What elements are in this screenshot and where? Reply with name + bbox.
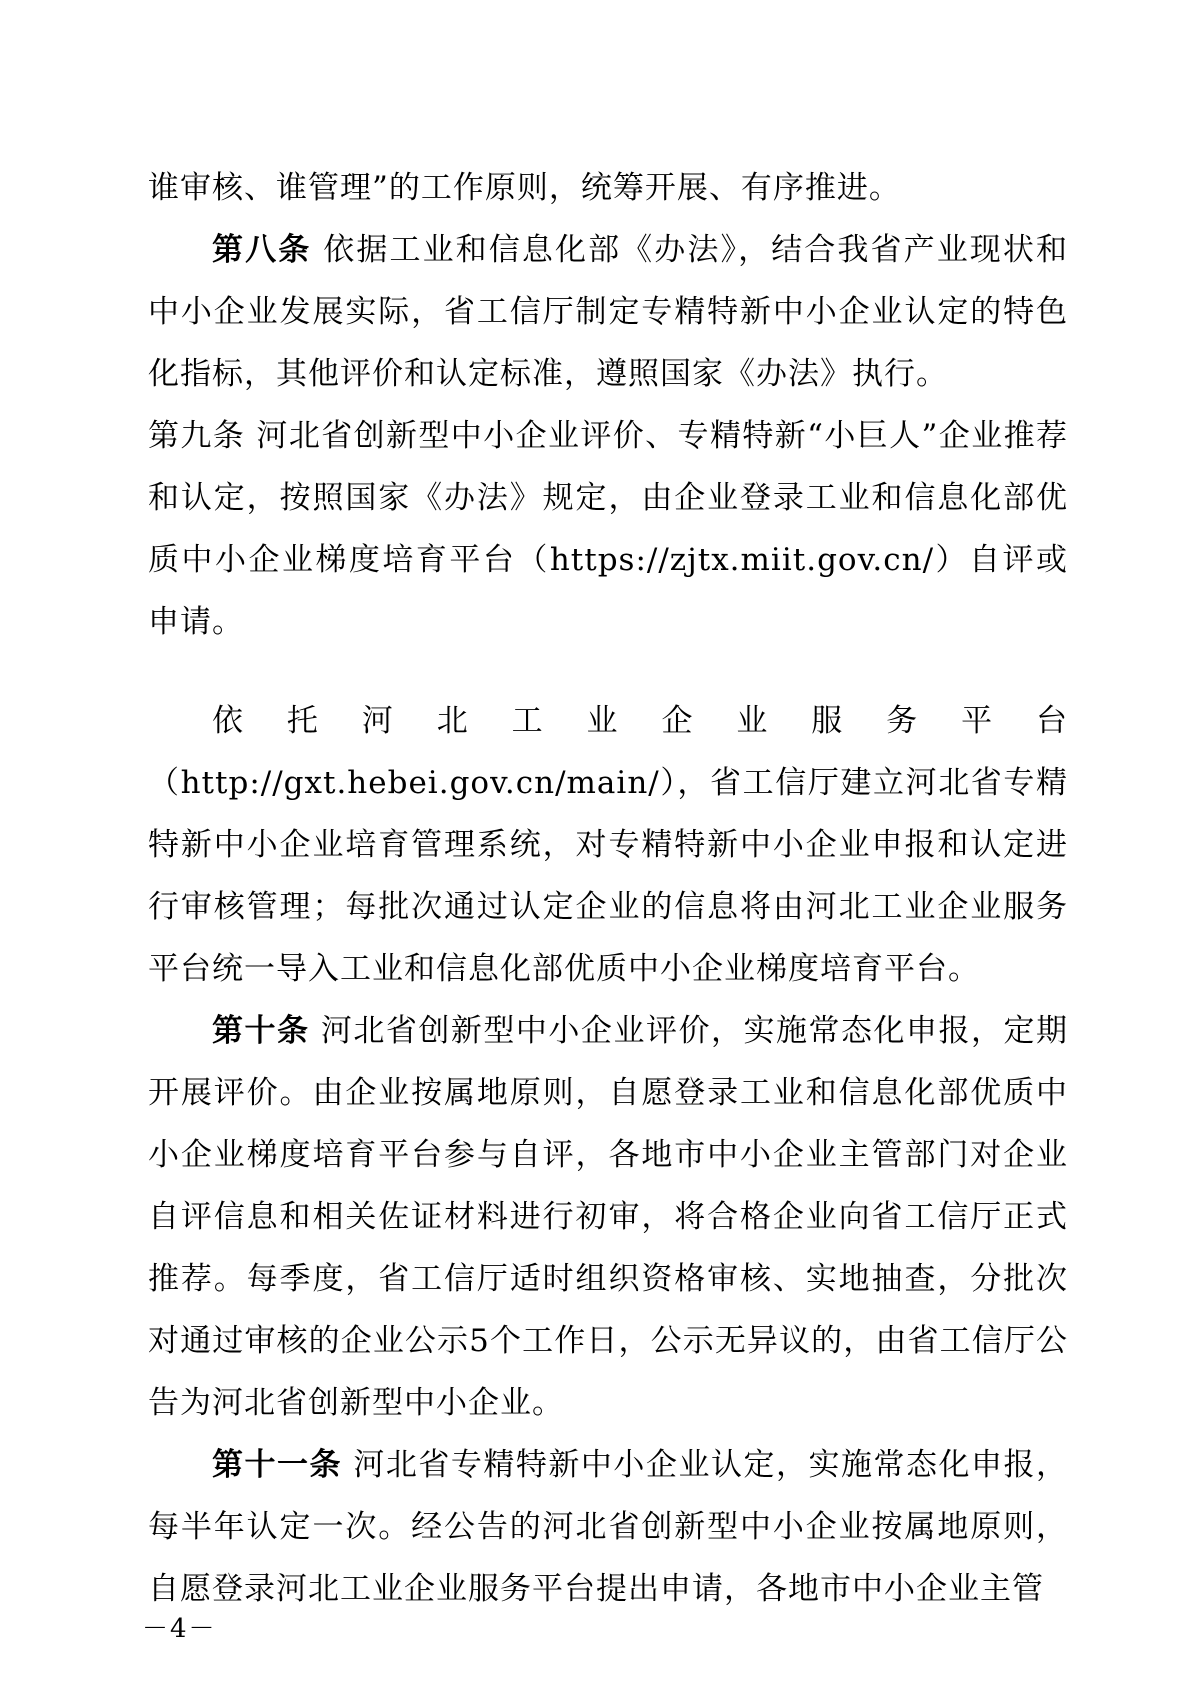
article-9 xyxy=(148,405,1068,653)
article-11 xyxy=(148,1434,1068,1620)
paragraph-body: 依托河北工业企业服务平台（http://gxt.hebei.gov.cn/main/），省工信厅建立河北省专精特新中小企业培育管理系统，对专精特新中小企业申报和认定进行审核管理；每批次通过认定企业的信息将由河北工业企业服务平台统一导入工业和信息化部优质中小企业梯度培育平台。 xyxy=(148,703,1068,987)
paragraph-body: 依据工业和信息化部《办法》，结合我省产业现状和中小企业发展实际，省工信厅制定专精特新中小企业认定的特色化指标，其他评价和认定标准，遵照国家《办法》执行。 xyxy=(148,232,1068,392)
body-text xyxy=(148,157,1068,1620)
platform-paragraph xyxy=(148,690,1068,1000)
paragraph-body: 河北省专精特新中小企业认定，实施常态化申报，每半年认定一次。经公告的河北省创新型中小企业按属地原则，自愿登录河北工业企业服务平台提出申请，各地市中小企业主管 xyxy=(148,1447,1069,1607)
article-10 xyxy=(148,1000,1068,1434)
paragraph-body: 第九条 河北省创新型中小企业评价、专精特新“小巨人”企业推荐和认定，按照国家《办法》规定，由企业登录工业和信息化部优质中小企业梯度培育平台（https://zjtx.miit.gov.cn/）自评或申请。 xyxy=(148,418,1068,640)
paragraph-body: 河北省创新型中小企业评价，实施常态化申报，定期开展评价。由企业按属地原则，自愿登录工业和信息化部优质中小企业梯度培育平台参与自评，各地市中小企业主管部门对企业自评信息和相关佐证材料进行初审，将合格企业向省工信厅正式推荐。每季度，省工信厅适时组织资格审核、实地抽查，分批次对通过审核的企业公示5个工作日，公示无异议的，由省工信厅公告为河北省创新型中小企业。 xyxy=(148,1013,1069,1421)
article-8 xyxy=(148,219,1068,405)
paragraph-continuation xyxy=(148,157,1068,219)
paragraph-body: 谁审核、谁管理”的工作原则，统筹开展、有序推进。 xyxy=(148,170,901,206)
article-heading: 第十一条 xyxy=(212,1447,343,1483)
article-heading: 第十条 xyxy=(212,1013,310,1049)
page-number: －4－ xyxy=(142,1614,217,1644)
article-heading: 第八条 xyxy=(212,232,312,268)
